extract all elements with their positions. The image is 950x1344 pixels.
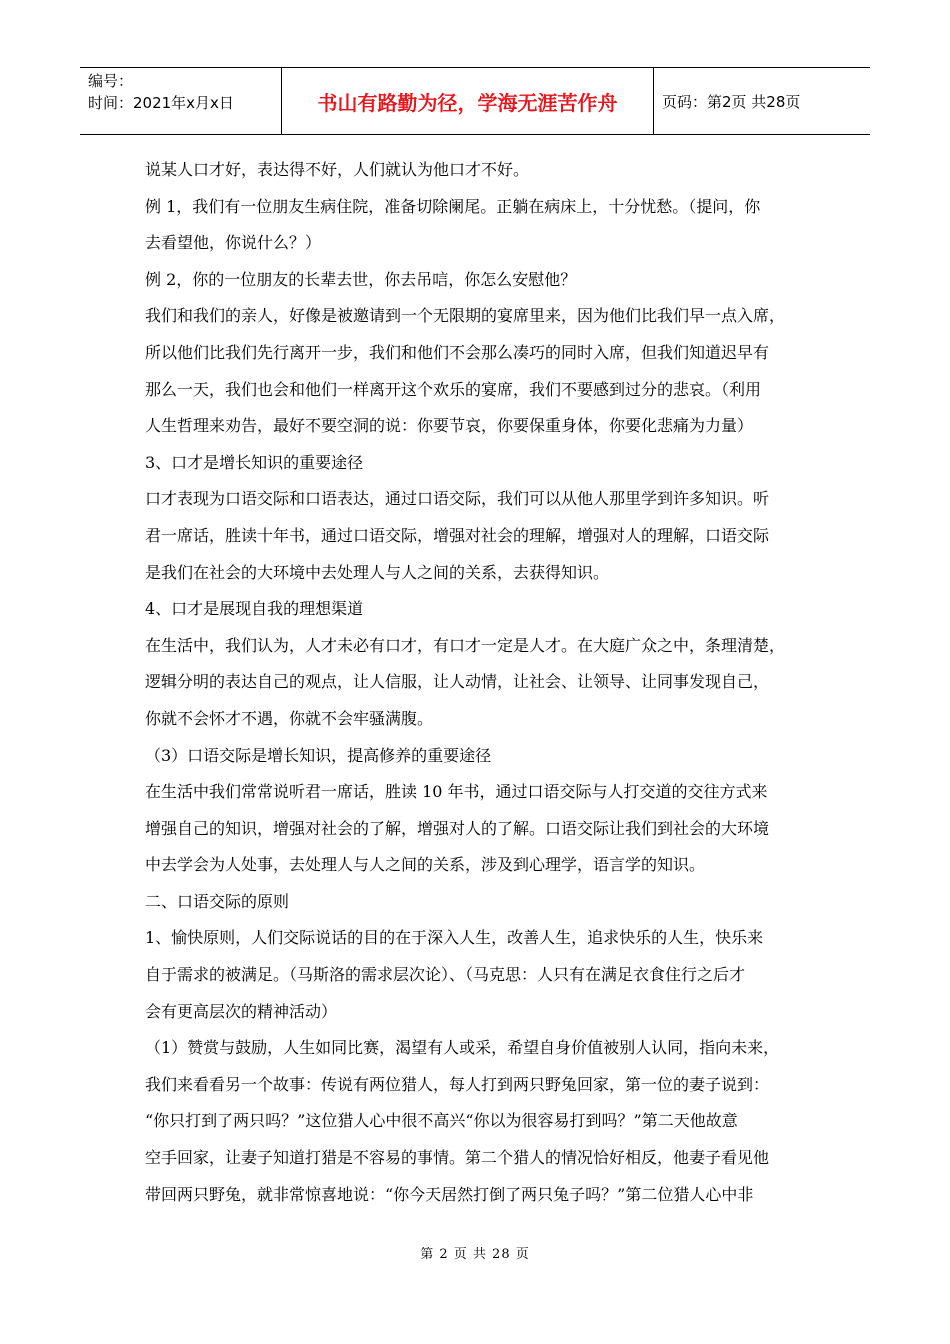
body-line: 是我们在社会的大环境中去处理人与人之间的关系，去获得知识。: [145, 562, 610, 582]
header-motto: 书山有路勤为径，学海无涯苦作舟: [282, 68, 654, 134]
body-line: 中去学会为人处事，去处理人与人之间的关系，涉及到心理学，语言学的知识。: [145, 855, 706, 875]
header-page-label: 页码：第2页 共28页: [662, 92, 801, 111]
body-line: 口才表现为口语交际和口语表达，通过口语交际，我们可以从他人那里学到许多知识。听: [145, 489, 770, 509]
date-label: 时间：2021年x月x日: [88, 94, 234, 112]
body-line: 说某人口才好，表达得不好，人们就认为他口才不好。: [145, 160, 530, 179]
body-line: 4、口才是展现自我的理想渠道: [145, 599, 364, 619]
body-line: 人生哲理来劝告，最好不要空洞的说：你要节哀，你要保重身体，你要化悲痛为力量）: [145, 416, 754, 436]
page-header: [80, 67, 870, 135]
body-line: 增强自己的知识，增强对社会的了解，增强对人的了解。口语交际让我们到社会的大环境: [145, 818, 770, 838]
body-line: 会有更高层次的精神活动）: [145, 1001, 338, 1021]
document-body: [145, 152, 815, 1213]
body-line: 自于需求的被满足。（马斯洛的需求层次论）、（马克思：人只有在满足衣食住行之后才: [145, 965, 746, 985]
body-line: 逻辑分明的表达自己的观点，让人信服，让人动情，让社会、让领导、让同事发现自己，: [145, 672, 770, 692]
body-line: “你只打到了两只吗？”这位猎人心中很不高兴“你以为很容易打到吗？”第二天他故意: [145, 1111, 738, 1131]
body-line: 我们来看看另一个故事：传说有两位猎人，每人打到两只野兔回家，第一位的妻子说到：: [145, 1074, 770, 1094]
body-line: 在生活中，我们认为，人才未必有口才，有口才一定是人才。在大庭广众之中，条理清楚，: [145, 635, 786, 655]
number-label: 编号：: [88, 72, 134, 90]
body-line: 所以他们比我们先行离开一步，我们和他们不会那么凑巧的同时入席，但我们知道迟早有: [145, 342, 770, 362]
body-line: 君一席话，胜读十年书，通过口语交际，增强对社会的理解，增强对人的理解，口语交际: [145, 525, 770, 545]
body-line: 去看望他，你说什么？）: [145, 233, 322, 253]
body-line: 我们和我们的亲人，好像是被邀请到一个无限期的宴席里来，因为他们比我们早一点入席，: [145, 306, 786, 326]
body-line: 例 1，我们有一位朋友生病住院，准备切除阑尾。正躺在病床上，十分忧愁。（提问，你: [145, 196, 761, 216]
body-line: 那么一天，我们也会和他们一样离开这个欢乐的宴席，我们不要感到过分的悲哀。（利用: [145, 379, 762, 399]
body-line: 空手回家，让妻子知道打猎是不容易的事情。第二个猎人的情况恰好相反，他妻子看见他: [145, 1148, 770, 1168]
body-line: （1）赞赏与鼓励，人生如同比赛，渴望有人或采，希望自身价值被别人认同，指向未来，: [145, 1038, 780, 1058]
body-line: 例 2，你的一位朋友的长辈去世，你去吊唁，你怎么安慰他？: [145, 269, 577, 289]
body-line: （3）口语交际是增长知识，提高修养的重要途径: [145, 745, 492, 765]
body-line: 带回两只野兔，就非常惊喜地说：“你今天居然打倒了两只兔子吗？”第二位猎人心中非: [145, 1184, 754, 1204]
page-footer: 第 2 页 共 28 页: [420, 1247, 530, 1262]
body-line: 二、口语交际的原则: [145, 891, 290, 911]
header-meta: [80, 68, 282, 134]
body-line: 1、愉快原则，人们交际说话的目的在于深入人生，改善人生，追求快乐的人生，快乐来: [145, 928, 764, 948]
body-line: 3、口才是增长知识的重要途径: [145, 452, 364, 472]
body-line: 你就不会怀才不遇，你就不会牢骚满腹。: [145, 708, 434, 728]
body-line: 在生活中我们常常说听君一席话，胜读 10 年书，通过口语交际与人打交道的交往方式来: [145, 782, 768, 802]
